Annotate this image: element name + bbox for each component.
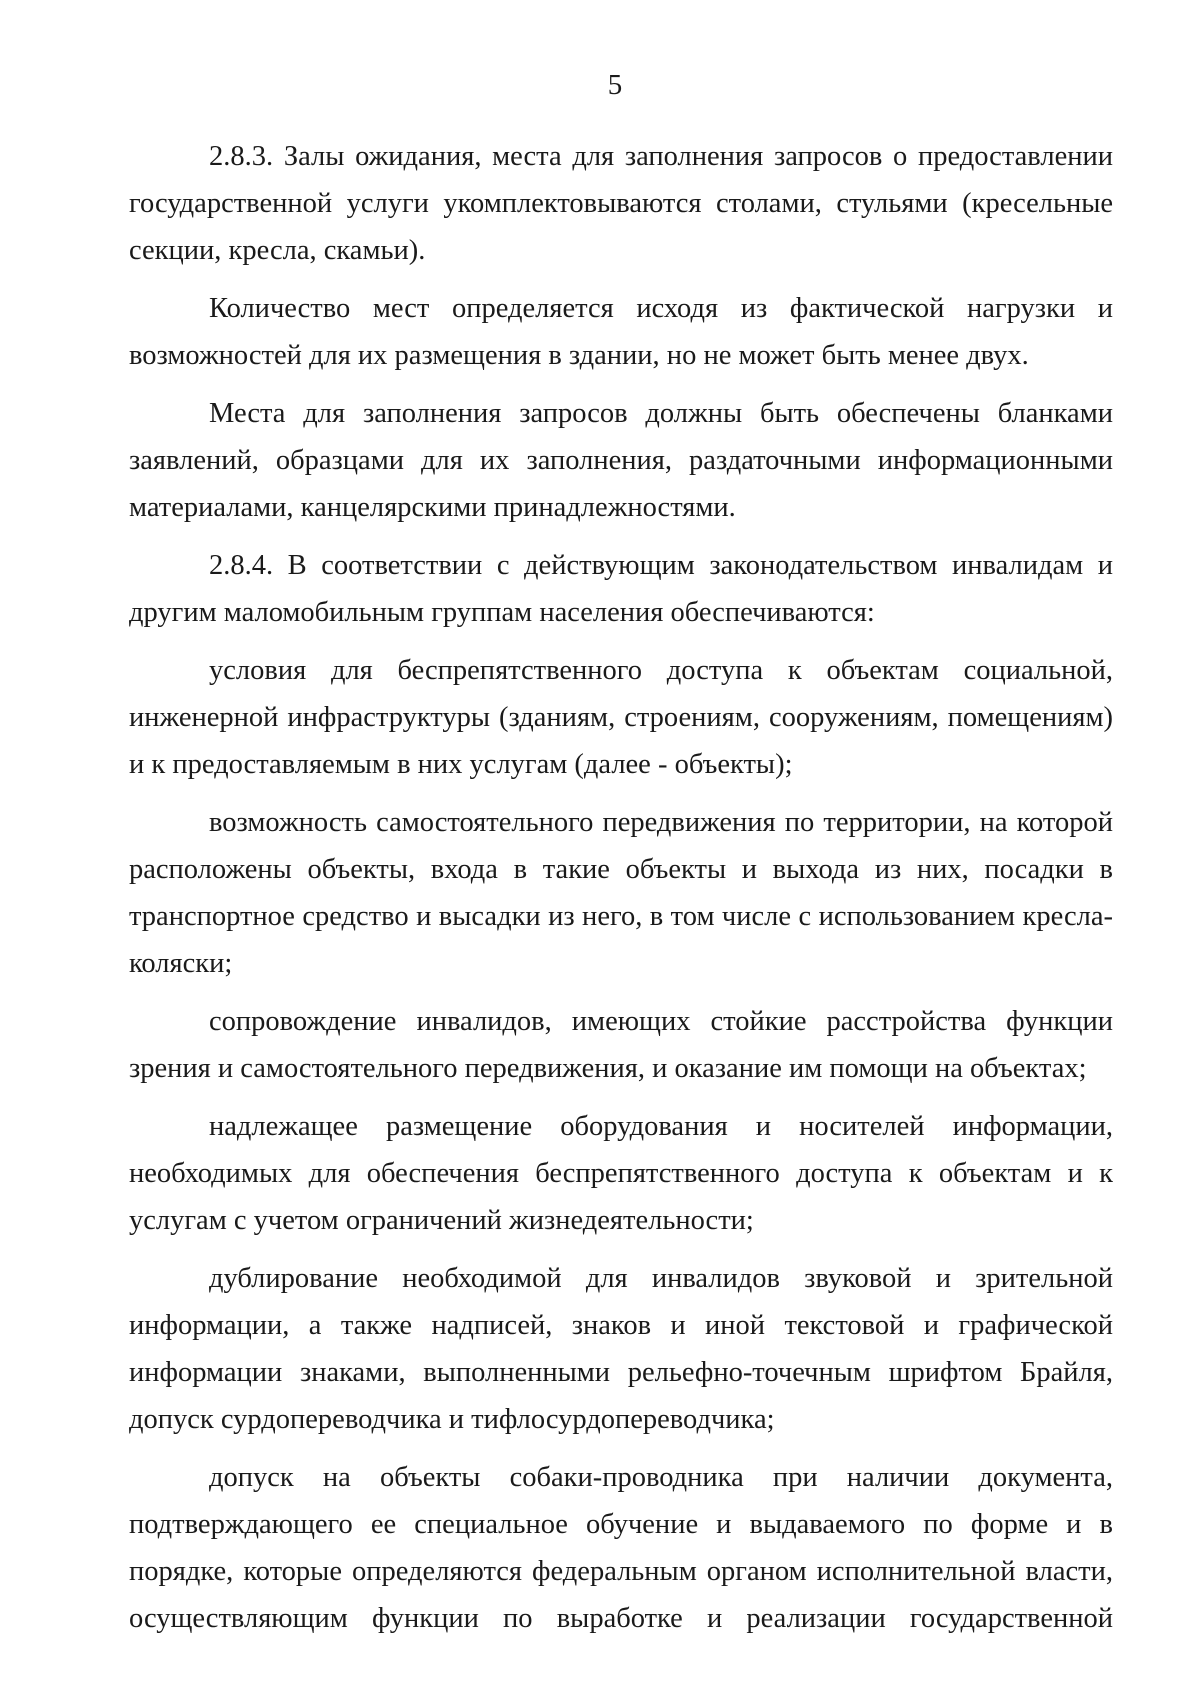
document-body	[129, 133, 1113, 1653]
list-item-escort: сопровождение инвалидов, имеющих стойкие расстройства функции зрения и самостоятельного передвижения, и оказание им помощи на объектах;	[129, 1006, 1113, 1084]
list-item-equipment-placement: надлежащее размещение оборудования и носителей информации, необходимых для обеспечения беспрепятственного доступа к объектам и к услугам с учетом ограничений жизнедеятельности;	[129, 1111, 1113, 1236]
list-item-access-conditions: условия для беспрепятственного доступа к объектам социальной, инженерной инфраструктуры (зданиям, строениям, сооружениям, помещениям) и к предоставляемым в них услугам (далее - объекты);	[129, 655, 1113, 780]
paragraph-seat-count: Количество мест определяется исходя из фактической нагрузки и возможностей для их размещения в здании, но не может быть менее двух.	[129, 293, 1113, 371]
paragraph-2-8-4: 2.8.4. В соответствии с действующим законодательством инвалидам и другим маломобильным группам населения обеспечиваются:	[129, 550, 1113, 628]
paragraph-2-8-3: 2.8.3. Залы ожидания, места для заполнения запросов о предоставлении государственной услуги укомплектовываются столами, стульями (кресельные секции, кресла, скамьи).	[129, 141, 1113, 266]
list-item-information-duplication: дублирование необходимой для инвалидов звуковой и зрительной информации, а также надписей, знаков и иной текстовой и графической информации знаками, выполненными рельефно-точечным шрифтом Брайля, допуск сурдопереводчика и тифлосурдопереводчика;	[129, 1263, 1113, 1435]
list-item-guide-dog: допуск на объекты собаки-проводника при наличии документа, подтверждающего ее специальное обучение и выдаваемого по форме и в порядке, которые определяются федеральным органом исполнительной власти, осуществляющим функции по выработке и реализации государственной	[129, 1462, 1113, 1634]
paragraph-form-places: Места для заполнения запросов должны быть обеспечены бланками заявлений, образцами для их заполнения, раздаточными информационными материалами, канцелярскими принадлежностями.	[129, 398, 1113, 523]
list-item-independent-movement: возможность самостоятельного передвижения по территории, на которой расположены объекты, входа в такие объекты и выхода из них, посадки в транспортное средство и высадки из него, в том числе с использованием кресла-коляски;	[129, 807, 1113, 979]
page-number: 5	[607, 69, 623, 101]
